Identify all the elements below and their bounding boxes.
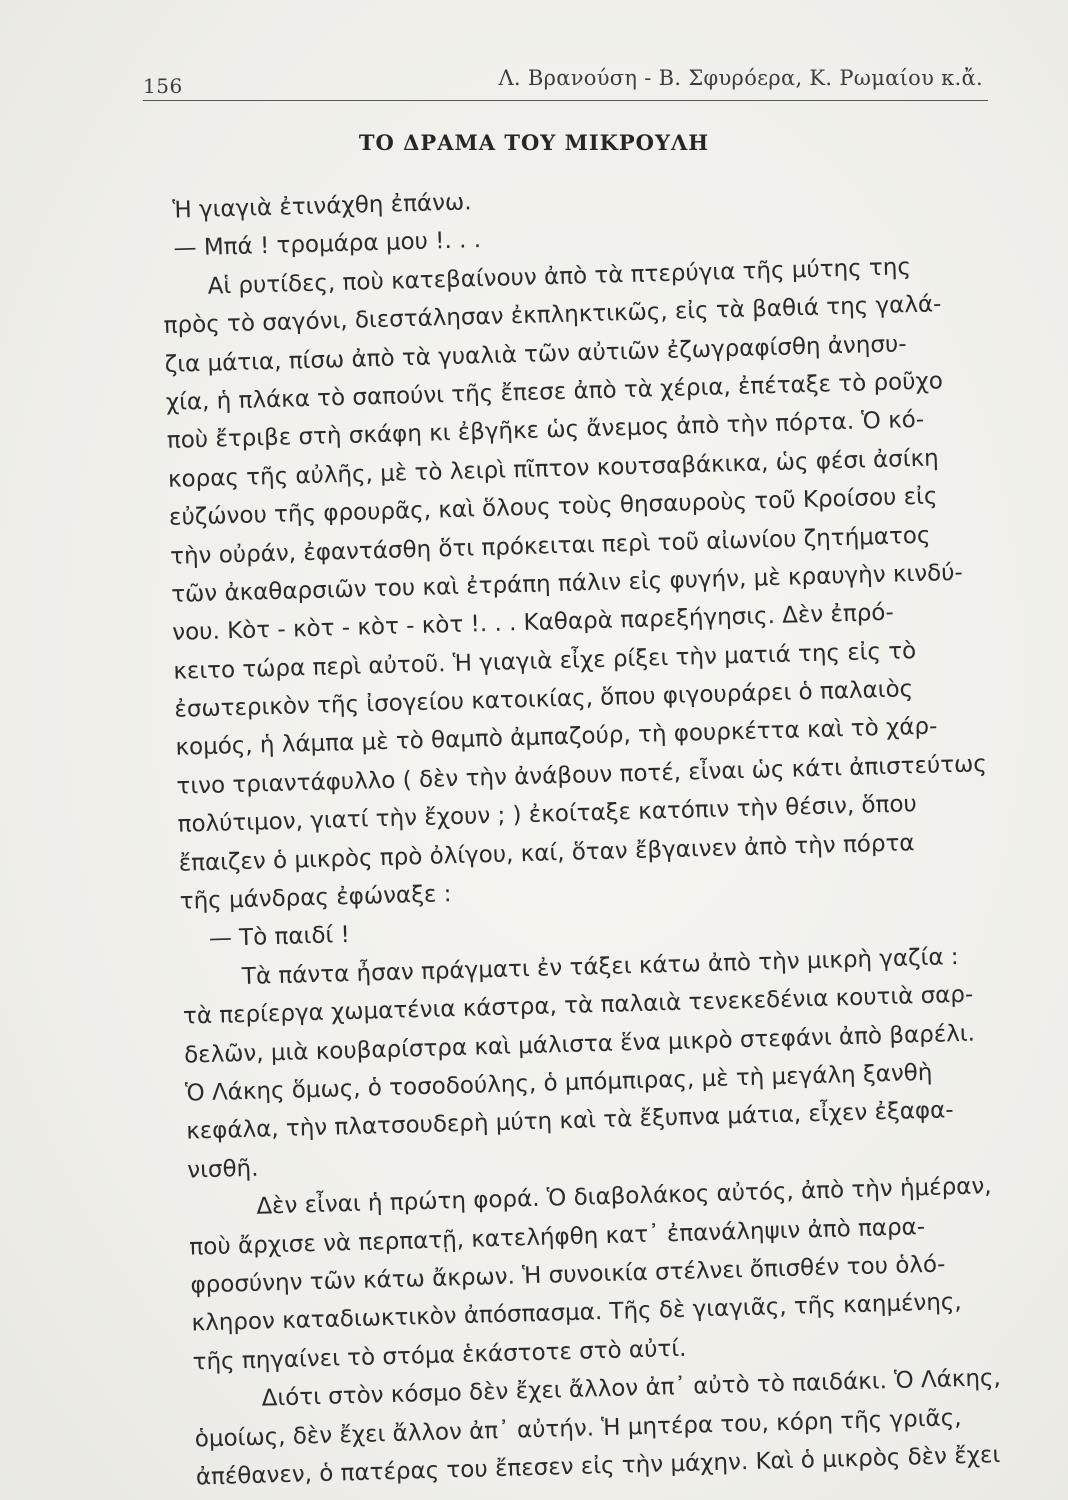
text-line: τῶν ἀκαθαρσιῶν του καὶ ἐτράπη πάλιν εἰς φυγήν, μὲ κραυγὴν κινδύ- (170, 559, 964, 608)
text-line: ποὺ ἔτριβε στὴ σκάφη κι ἐβγῆκε ὡς ἄνεμος ἀπὸ τὴν πόρτα. Ὁ κό- (166, 407, 925, 455)
text-line: πρὸς τὸ σαγόνι, διεστάλησαν ἐκπληκτικῶς, εἰς τὰ βαθιά της γαλά- (163, 291, 942, 340)
text-line: Αἱ ρυτίδες, ποὺ κατεβαίνουν ἀπὸ τὰ πτερύγια τῆς μύτης της (207, 253, 912, 300)
text-line: κομός, ἡ λάμπα μὲ τὸ θαμπὸ ἀμπαζούρ, τὴ φουρκέττα καὶ τὸ χάρ- (175, 713, 938, 762)
text-line: — Τὸ παιδί ! (208, 922, 351, 953)
text-line: ἔπαιζεν ὁ μικρὸς πρὸ ὀλίγου, καί, ὅταν ἔβγαινεν ἀπὸ τὴν πόρτα (178, 829, 915, 877)
header-authors: Λ. Βρανούση - Β. Σφυρόερα, Κ. Ρωμαίου κ.ἄ. (498, 66, 983, 90)
story-title: ΤΟ ΔΡΑΜΑ ΤΟΥ ΜΙΚΡΟΥΛΗ (358, 130, 710, 155)
text-line: χία, ἡ πλάκα τὸ σαπούνι τῆς ἔπεσε ἀπὸ τὰ χέρια, ἐπέταξε τὸ ροῦχο (165, 368, 944, 416)
text-line: εὐζώνου τῆς φρουρᾶς, καὶ ὅλους τοὺς θησαυροὺς τοῦ Κροίσου εἰς (168, 483, 938, 531)
text-line: ὁμοίως, δὲν ἔχει ἄλλον ἀπ᾽ αὐτήν. Ἡ μητέρα του, κόρη τῆς γριᾶς, (194, 1404, 962, 1453)
text-line: τὴν οὐράν, ἐφαντάσθη ὅτι πρόκειται περὶ τοῦ αἰωνίου ζητήματος (169, 522, 931, 570)
text-line: Ἡ γιαγιὰ ἐτινάχθη ἐπάνω. (172, 189, 472, 224)
header-rule (143, 100, 988, 101)
text-line: κεφάλα, τὴν πλατσουδερὴ μύτη καὶ τὰ ἔξυπνα μάτια, εἶχεν ἐξαφα- (185, 1097, 954, 1146)
text-line: νου. Κὸτ - κὸτ - κὸτ - κὸτ !. . . Καθαρὰ παρεξήγησις. Δὲν ἐπρό- (171, 599, 895, 647)
text-line: Ὁ Λάκης ὅμως, ὁ τοσοδούλης, ὁ μπόμπιρας, μὲ τὴ μεγάλη ξανθὴ (184, 1059, 933, 1107)
text-line: κορας τῆς αὐλῆς, μὲ τὸ λειρὶ πῖπτον κουτσαβάκικα, ὡς φέσι ἀσίκη (167, 445, 940, 493)
text-line: ἐσωτερικὸν τῆς ἰσογείου κατοικίας, ὅπου φιγουράρει ὁ παλαιὸς (174, 676, 914, 723)
body-text (160, 167, 1068, 1497)
text-line: Δὲν εἶναι ἡ πρώτη φορά. Ὁ διαβολάκος αὐτός, ἀπὸ τὴν ἡμέραν, (256, 1173, 992, 1220)
text-line: κληρον καταδιωκτικὸν ἀπόσπασμα. Τῆς δὲ γιαγιᾶς, τῆς καημένης, (191, 1289, 963, 1337)
text-line: φροσύνην τῶν κάτω ἄκρων. Ἡ συνοικία στέλνει ὄπισθέν του ὁλό- (190, 1251, 946, 1299)
text-line: κειτο τώρα περὶ αὐτοῦ. Ἡ γιαγιὰ εἶχε ρίξει τὴν ματιά της εἰς τὸ (173, 637, 917, 685)
text-line: πολύτιμον, γιατί τὴν ἔχουν ; ) ἐκοίταξε κατόπιν τὴν θέσιν, ὅπου (177, 791, 918, 838)
text-line: Τὰ πάντα ἦσαν πράγματι ἐν τάξει κάτω ἀπὸ τὴν μικρὴ γαζία : (241, 943, 959, 990)
running-head (143, 66, 993, 100)
text-line: δελῶν, μιὰ κουβαρίστρα καὶ μάλιστα ἕνα μικρὸ στεφάνι ἀπὸ βαρέλι. (183, 1020, 976, 1069)
text-line: ζια μάτια, πίσω ἀπὸ τὰ γυαλιὰ τῶν αὐτιῶν ἐζωγραφίσθη ἀνησυ- (164, 330, 907, 378)
text-line: τινο τριαντάφυλλο ( δὲν τὴν ἀνάβουν ποτέ, εἶναι ὡς κάτι ἀπιστεύτως (176, 751, 988, 800)
text-line: — Μπά ! τρομάρα μου !. . . (173, 227, 482, 263)
text-line: ποὺ ἄρχισε νὰ περπατῇ, κατελήφθη κατ᾽ ἐπανάληψιν ἀπὸ παρα- (189, 1213, 926, 1261)
text-line: τῆς μάνδρας ἐφώναξε : (179, 881, 452, 915)
text-line: νισθῆ. (186, 1155, 259, 1184)
text-line: τὰ περίεργα χωματένια κάστρα, τὰ παλαιὰ τενεκεδένια κουτιὰ σαρ- (182, 981, 974, 1030)
text-line: ἀπέθανεν, ὁ πατέρας του ἔπεσεν εἰς τὴν μάχην. Καὶ ὁ μικρὸς δὲν ἔχει (195, 1441, 1001, 1491)
text-line: Διότι στὸν κόσμο δὲν ἔχει ἄλλον ἀπ᾽ αὐτὸ τὸ παιδάκι. Ὁ Λάκης, (261, 1365, 1002, 1412)
text-line: τῆς πηγαίνει τὸ στόμα ἑκάστοτε στὸ αὐτί. (192, 1335, 687, 1376)
page-number: 156 (143, 74, 183, 98)
